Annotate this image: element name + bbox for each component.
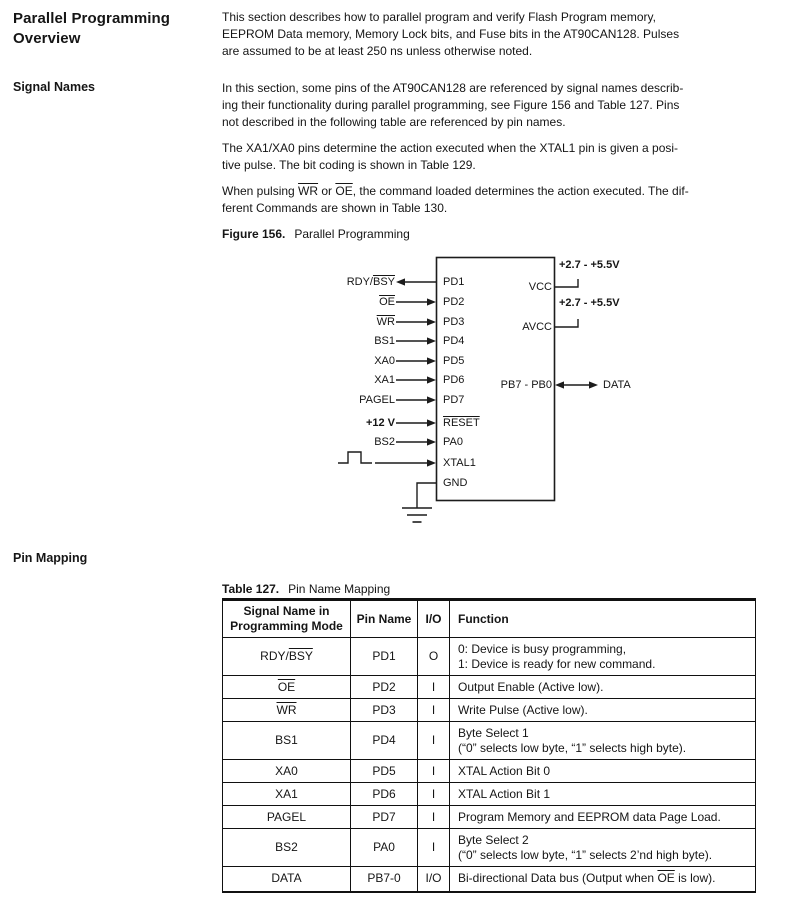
arrow-in-pagel bbox=[396, 396, 436, 403]
overlined-text: $\overline{OE}$ bbox=[335, 184, 353, 198]
overlined-text: $\overline{BSY}$ bbox=[288, 649, 313, 663]
page-title: Parallel Programming Overview bbox=[13, 10, 171, 47]
pin-label-pd3: PD3 bbox=[443, 316, 465, 328]
cell-function bbox=[450, 867, 756, 892]
cell-signal bbox=[223, 722, 351, 760]
arrow-in-xa1 bbox=[396, 376, 436, 383]
signal-label-bs1: BS1 bbox=[374, 335, 395, 347]
text-segment: Bi-directional Data bus (Output when bbox=[458, 871, 658, 886]
arrow-in-bs1 bbox=[396, 337, 436, 344]
cell-signal bbox=[223, 829, 351, 867]
pin-label-xtal1: XTAL1 bbox=[443, 457, 476, 469]
cell-signal bbox=[223, 676, 351, 699]
cell-io: I bbox=[418, 783, 450, 806]
text-segment: BS2 bbox=[275, 840, 298, 854]
column-header-function: Function bbox=[450, 600, 756, 638]
cell-pin: PD6 bbox=[351, 783, 418, 806]
text-segment: When pulsing bbox=[222, 184, 299, 198]
overlined-text: $\overline{WR}$ bbox=[276, 702, 297, 717]
supply-voltage-label-vcc: +2.7 - +5.5V bbox=[559, 259, 620, 271]
table-row bbox=[223, 829, 756, 867]
pin-label-vcc: VCC bbox=[528, 281, 552, 293]
signal-label-12v: +12 V bbox=[365, 417, 395, 429]
text-segment: DATA bbox=[271, 871, 302, 886]
avcc-supply-wire bbox=[555, 312, 581, 327]
arrow-in-wr bbox=[396, 318, 436, 325]
cell-io: I bbox=[418, 806, 450, 829]
signal-label-xa1: XA1 bbox=[374, 374, 395, 386]
pin-label-reset bbox=[443, 416, 480, 430]
text-segment: or bbox=[318, 184, 336, 198]
table-row bbox=[223, 783, 756, 806]
arrow-in-bs2 bbox=[396, 438, 436, 445]
cell-pin: PD1 bbox=[351, 638, 418, 676]
table-row bbox=[223, 676, 756, 699]
paragraph-signal-names: In this section, some pins of the AT90CAN128 are referenced by signal names describ- ing their functionality during parallel programming, see Figure 156 and Table 127. Pins not described in the following table are referenced by pin names. bbox=[222, 81, 684, 129]
overlined-text: $\overline{BSY}$ bbox=[372, 276, 395, 288]
table-row bbox=[223, 638, 756, 676]
arrow-in-xtal1 bbox=[375, 459, 436, 466]
signal-label-pagel: PAGEL bbox=[359, 394, 395, 406]
arrow-in-xa0 bbox=[396, 357, 436, 364]
arrow-in-12v bbox=[396, 419, 436, 426]
table-header-row bbox=[223, 600, 756, 638]
cell-io: I bbox=[418, 760, 450, 783]
cell-pin: PA0 bbox=[351, 829, 418, 867]
pin-label-pd4: PD4 bbox=[443, 335, 465, 347]
figure-caption bbox=[222, 227, 410, 241]
cell-pin: PB7-0 bbox=[351, 867, 418, 892]
column-header-signal: Signal Name in Programming Mode bbox=[223, 600, 351, 638]
table-row bbox=[223, 760, 756, 783]
pin-label-gnd: GND bbox=[443, 477, 468, 489]
cell-io: I bbox=[418, 722, 450, 760]
ground-icon bbox=[402, 483, 436, 522]
table-row bbox=[223, 699, 756, 722]
cell-function bbox=[450, 783, 756, 806]
pin-label-avcc: AVCC bbox=[522, 321, 552, 333]
pulse-icon bbox=[338, 452, 372, 463]
pin-label-pd6: PD6 bbox=[443, 374, 465, 386]
text-segment: RDY/ bbox=[260, 649, 289, 663]
text-segment: is low). bbox=[674, 871, 716, 886]
table-caption-text: Pin Name Mapping bbox=[288, 582, 391, 596]
arrow-out-rdybsy bbox=[396, 278, 436, 285]
pin-label-pd2: PD2 bbox=[443, 296, 465, 308]
cell-io: O bbox=[418, 638, 450, 676]
text-segment: PAGEL bbox=[266, 809, 307, 824]
cell-pin: PD4 bbox=[351, 722, 418, 760]
text-segment: XA0 bbox=[275, 763, 298, 778]
column-header-pin: Pin Name bbox=[351, 600, 418, 638]
heading-signal-names: Signal Names bbox=[13, 80, 95, 94]
signal-label-oe bbox=[307, 295, 395, 309]
pin-name-mapping-table bbox=[222, 598, 756, 893]
cell-pin: PD7 bbox=[351, 806, 418, 829]
table-caption-label: Table 127. bbox=[222, 582, 280, 596]
overlined-text: $\overline{WR}$ bbox=[298, 184, 319, 198]
cell-function bbox=[450, 760, 756, 783]
cell-signal bbox=[223, 806, 351, 829]
text-segment: Program Memory and EEPROM data Page Load. bbox=[458, 809, 721, 824]
pin-label-pd1: PD1 bbox=[443, 276, 465, 288]
text-segment: XA1 bbox=[275, 786, 298, 801]
overlined-text: $\overline{OE}$ bbox=[657, 871, 675, 886]
pin-label-pb7-pb0: PB7 - PB0 bbox=[500, 379, 552, 391]
cell-signal bbox=[223, 760, 351, 783]
vcc-supply-wire bbox=[555, 272, 581, 287]
signal-label-wr bbox=[307, 315, 395, 329]
table-row bbox=[223, 722, 756, 760]
overlined-text: RESET bbox=[443, 417, 480, 429]
table-caption bbox=[222, 582, 390, 596]
cell-signal bbox=[223, 699, 351, 722]
table-row bbox=[223, 867, 756, 892]
data-bus-label: DATA bbox=[603, 379, 631, 391]
cell-function bbox=[450, 638, 756, 676]
text-segment: RDY/ bbox=[346, 276, 373, 288]
signal-label-rdybsy bbox=[307, 275, 395, 289]
cell-function bbox=[450, 676, 756, 699]
pin-label-pd5: PD5 bbox=[443, 355, 465, 367]
figure-caption-text: Parallel Programming bbox=[294, 227, 410, 241]
text-segment: , the command loaded determines the action executed. The dif- ferent Commands are shown in Table 130. bbox=[222, 184, 689, 215]
pin-label-pa0: PA0 bbox=[443, 436, 463, 448]
text-segment: Output Enable (Active low). bbox=[458, 679, 604, 694]
overlined-text: $\overline{OE}$ bbox=[277, 679, 296, 694]
cell-pin: PD3 bbox=[351, 699, 418, 722]
supply-voltage-label-avcc: +2.7 - +5.5V bbox=[559, 297, 620, 309]
figure-parallel-programming bbox=[300, 245, 640, 535]
cell-io: I bbox=[418, 829, 450, 867]
text-segment: BS1 bbox=[275, 733, 298, 747]
cell-signal bbox=[223, 638, 351, 676]
cell-io: I bbox=[418, 676, 450, 699]
overlined-text: $\overline{OE}$ bbox=[379, 296, 395, 308]
column-header-io: I/O bbox=[418, 600, 450, 638]
text-segment: Byte Select 1 (“0” selects low byte, “1” selects high byte). bbox=[458, 725, 687, 755]
signal-label-bs2: BS2 bbox=[374, 436, 395, 448]
text-segment: Write Pulse (Active low). bbox=[458, 702, 588, 717]
arrow-in-oe bbox=[396, 298, 436, 305]
cell-io: I/O bbox=[418, 867, 450, 892]
cell-function bbox=[450, 806, 756, 829]
heading-pin-mapping: Pin Mapping bbox=[13, 551, 88, 565]
paragraph-overview: This section describes how to parallel program and verify Flash Program memory, EEPROM Data memory, Memory Lock bits, and Fuse bits in the AT90CAN128. Pulses are assumed to be at least 250 ns unless otherwise noted. bbox=[222, 10, 680, 58]
cell-io: I bbox=[418, 699, 450, 722]
overlined-text: $\overline{WR}$ bbox=[376, 316, 395, 328]
pin-label-pd7: PD7 bbox=[443, 394, 465, 406]
cell-function bbox=[450, 829, 756, 867]
text-segment: XTAL Action Bit 1 bbox=[458, 786, 551, 801]
cell-pin: PD2 bbox=[351, 676, 418, 699]
data-bus-arrow bbox=[555, 381, 598, 388]
cell-signal bbox=[223, 867, 351, 892]
paragraph-wr-oe bbox=[222, 183, 778, 217]
figure-caption-label: Figure 156. bbox=[222, 227, 286, 241]
cell-function bbox=[450, 722, 756, 760]
cell-function bbox=[450, 699, 756, 722]
table-row bbox=[223, 806, 756, 829]
paragraph-xa-pins: The XA1/XA0 pins determine the action executed when the XTAL1 pin is given a posi- tive pulse. The bit coding is shown in Table 129. bbox=[222, 141, 679, 172]
text-segment: 0: Device is busy programming, 1: Device is ready for new command. bbox=[458, 641, 656, 671]
signal-label-xa0: XA0 bbox=[374, 355, 395, 367]
text-segment: Byte Select 2 (“0” selects low byte, “1” selects 2’nd high byte). bbox=[458, 832, 713, 862]
cell-pin: PD5 bbox=[351, 760, 418, 783]
text-segment: XTAL Action Bit 0 bbox=[458, 763, 551, 778]
cell-signal bbox=[223, 783, 351, 806]
